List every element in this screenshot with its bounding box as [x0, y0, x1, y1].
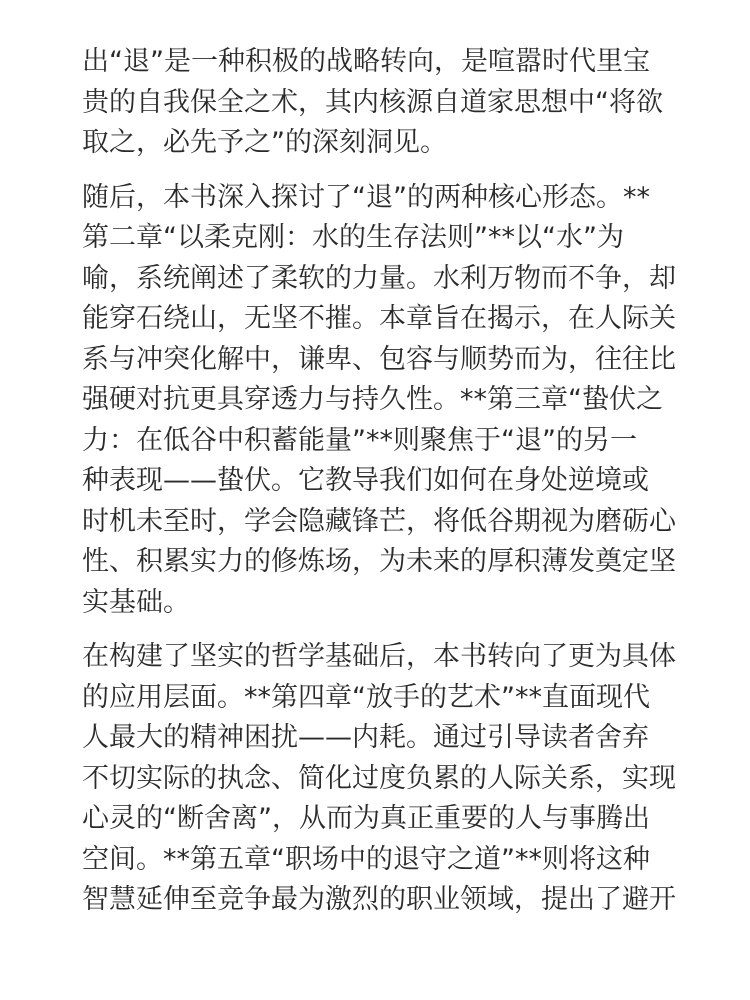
text-line: 空间。**第五章“职场中的退守之道”**则将这种: [82, 843, 650, 875]
text-line: 第二章“以柔克刚：水的生存法则”**以“水”为: [82, 222, 624, 253]
text-line: 实基础。: [82, 586, 190, 618]
text-line: 力：在低谷中积蓄能量”**则聚焦于“退”的另一: [82, 424, 637, 456]
text-line: 在构建了坚实的哲学基础后，本书转向了更为具体: [82, 641, 676, 672]
text-line: 的应用层面。**第四章“放手的艺术”**直面现代: [82, 681, 650, 713]
text-line: 种表现——蛰伏。它教导我们如何在身处逆境或: [82, 465, 649, 496]
text-line: 时机未至时，学会隐藏锋芒，将低谷期视为磨砺心: [82, 505, 676, 537]
text-line: 随后，本书深入探讨了“退”的两种核心形态。**: [82, 181, 650, 213]
text-line: 智慧延伸至竞争最为激烈的职业领域，提出了避开: [82, 884, 676, 915]
text-line: 人最大的精神困扰——内耗。通过引导读者舍弃: [82, 722, 649, 753]
text-line: 出“退”是一种积极的战略转向，是喧嚣时代里宝: [82, 46, 650, 77]
text-line: 贵的自我保全之术，其内核源自道家思想中“将欲: [82, 86, 663, 118]
paragraph-1: [82, 42, 682, 164]
paragraph-2: [82, 178, 682, 624]
text-line: 取之，必先予之”的深刻洞见。: [82, 127, 447, 158]
text-line: 心灵的“断舍离”，从而为真正重要的人与事腾出: [82, 803, 650, 834]
document-body: [82, 42, 682, 935]
text-line: 喻，系统阐述了柔软的力量。水利万物而不争，却: [82, 262, 676, 294]
text-line: 能穿石绕山，无坚不摧。本章旨在揭示，在人际关: [82, 303, 676, 334]
text-line: 强硬对抗更具穿透力与持久性。**第三章“蛰伏之: [82, 384, 663, 415]
paragraph-3: [82, 637, 682, 921]
text-line: 性、积累实力的修炼场，为未来的厚积薄发奠定坚: [82, 546, 676, 577]
text-line: 不切实际的执念、简化过度负累的人际关系，实现: [82, 762, 676, 794]
text-line: 系与冲突化解中，谦卑、包容与顺势而为，往往比: [82, 343, 676, 375]
